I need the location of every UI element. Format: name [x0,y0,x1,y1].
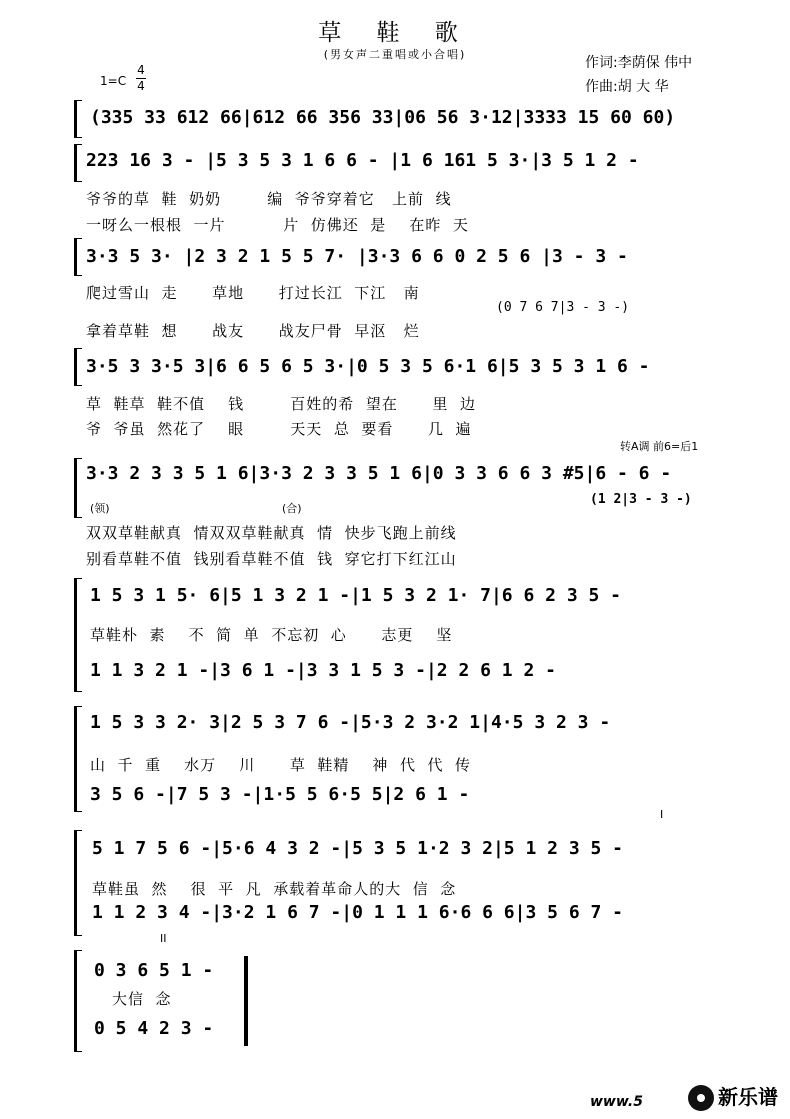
disc-icon [688,1085,714,1111]
song-title: 草 鞋 歌 [318,20,472,46]
system-brace [74,100,82,138]
volta-2: II [160,932,167,945]
system-brace [74,950,82,1052]
site-url: www.5 [590,1094,643,1110]
meter-top: 4 [137,63,145,77]
lyricist-credit: 作词:李荫保 伟中 [585,55,693,71]
lyric-line-2b: 拿着草鞋 想 战友 战友尸骨 早沤 烂 [86,322,420,340]
volta-1: I [660,808,664,821]
composer-credit: 作曲:胡 大 华 [585,79,669,95]
system-brace [74,458,82,518]
system-brace [74,578,82,692]
notes-intro: (335 33 612 66|612 66 356 33|06 56 3·12|3333 15 60 60) [90,107,676,128]
notes-line-5b: 1 1 3 2 1 -|3 6 1 -|3 3 1 5 3 -|2 2 6 1 2 - [90,660,556,681]
brand-logo [688,1081,778,1112]
system-brace [74,706,82,812]
aside-notes-2: (1 2|3 - 3 -) [590,492,692,507]
key-change-annotation: 转A调 前6=后1 [620,440,699,453]
lyric-line-3a: 草 鞋草 鞋不值 钱 百姓的希 望在 里 边 [86,395,476,413]
lyric-line-5: 草鞋朴 素 不 简 单 不忘初 心 志更 坚 [90,626,453,644]
notes-line-6a: 1 5 3 3 2· 3|2 5 3 7 6 -|5·3 2 3·2 1|4·5 3 2 3 - [90,712,611,733]
lyric-line-1b: 一呀么一根根 一片 片 仿佛还 是 在昨 天 [86,216,469,234]
meter-bottom: 4 [137,79,145,93]
notes-line-3: 3·5 3 3·5 3|6 6 5 6 5 3·|0 5 3 5 6·1 6|5 3 5 3 1 6 - [86,356,650,377]
notes-line-7b: 1 1 2 3 4 -|3·2 1 6 7 -|0 1 1 1 6·6 6 6|3 5 6 7 - [92,902,624,923]
lyric-line-2a: 爬过雪山 走 草地 打过长江 下江 南 [86,284,420,302]
system-brace [74,830,82,936]
notes-line-6b: 3 5 6 -|7 5 3 -|1·5 5 6·5 5|2 6 1 - [90,784,470,805]
lyric-line-7: 草鞋虽 然 很 平 凡 承载着革命人的大 信 念 [92,880,457,898]
lyric-line-4b: 别看草鞋不值 钱别看草鞋不值 钱 穿它打下红江山 [86,550,457,568]
chorus-mark: (合) [282,502,302,515]
song-subtitle: (男女声二重唱或小合唱) [323,48,467,61]
system-brace [74,238,82,276]
lyric-line-8: 大信 念 [112,990,172,1008]
lyric-line-4a: 双双草鞋献真 情双双草鞋献真 情 快步飞跑上前线 [86,524,457,542]
system-brace [74,348,82,386]
notes-line-8b: 0 5 4 2 3 - [94,1018,214,1039]
lyric-line-3b: 爷 爷虽 然花了 眼 天天 总 要看 几 遍 [86,420,472,438]
notes-line-8a: 0 3 6 5 1 - [94,960,214,981]
notes-line-4: 3·3 2 3 3 5 1 6|3·3 2 3 3 5 1 6|0 3 3 6 6 3 #5|6 - 6 - [86,463,672,484]
lyric-line-1a: 爷爷的草 鞋 奶奶 编 爷爷穿着它 上前 线 [86,190,452,208]
final-barline [244,956,248,1046]
notes-line-7a: 5 1 7 5 6 -|5·6 4 3 2 -|5 3 5 1·2 3 2|5 1 2 3 5 - [92,838,624,859]
time-signature [136,64,146,93]
notes-line-5a: 1 5 3 1 5· 6|5 1 3 2 1 -|1 5 3 2 1· 7|6 6 2 3 5 - [90,585,622,606]
lyric-line-6: 山 千 重 水万 川 草 鞋精 神 代 代 传 [90,756,472,774]
aside-notes: (0 7 6 7|3 - 3 -) [496,300,630,315]
notes-line-1: 223 16 3 - |5 3 5 3 1 6 6 - |1 6 161 5 3·|3 5 1 2 - [86,150,639,171]
brand-name: 新乐谱 [718,1084,778,1109]
key-signature: 1=C [100,74,127,88]
notes-line-2: 3·3 5 3· |2 3 2 1 5 5 7· |3·3 6 6 0 2 5 6 |3 - 3 - [86,246,628,267]
lead-mark: (领) [90,502,110,515]
system-brace [74,144,82,182]
